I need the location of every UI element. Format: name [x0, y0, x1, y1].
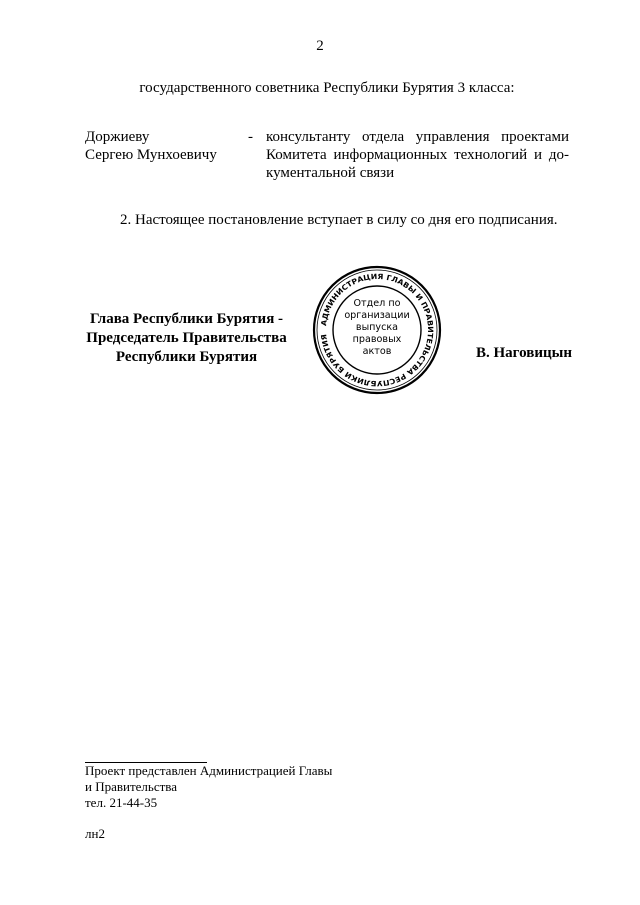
stamp-center-line: правовых — [352, 334, 402, 345]
footnote-line: Проект представлен Администрацией Главы — [85, 763, 333, 778]
position-line-1 — [266, 128, 569, 146]
position-word: управления — [415, 129, 490, 145]
page-number: 2 — [316, 38, 324, 54]
official-stamp — [311, 264, 443, 396]
signatory-title-line: Республики Бурятия — [115, 349, 258, 365]
appointee-given-names: Сергею Мунхоевичу — [85, 147, 217, 163]
position-word: технологий — [454, 147, 528, 163]
position-word: Комитета — [266, 147, 327, 163]
stamp-center-line: выпуска — [355, 322, 399, 333]
position-word: информационных — [333, 147, 448, 163]
signatory-title — [84, 310, 289, 367]
signatory-name: В. Наговицын — [476, 345, 572, 361]
signatory-title-line: Председатель Правительства — [86, 330, 287, 346]
position-line-2 — [266, 146, 569, 164]
position-word: проектами — [501, 129, 569, 145]
footnote-line: и Правительства — [85, 779, 178, 794]
signatory-title-line: Глава Республики Бурятия - — [89, 311, 284, 327]
position-word: консультанту — [266, 129, 351, 145]
stamp-center-line: организации — [344, 310, 410, 321]
clause-2: 2. Настоящее постановление вступает в силу со дня его подписания. — [120, 212, 558, 228]
document-code: лн2 — [85, 826, 105, 841]
footnote-phone: тел. 21-44-35 — [85, 795, 158, 810]
appointee-surname: Доржиеву — [85, 129, 150, 145]
stamp-center-line: актов — [362, 346, 392, 357]
appointee-dash: - — [248, 129, 253, 145]
rank-line: государственного советника Республики Бурятия 3 класса: — [139, 80, 515, 96]
position-word: и — [533, 147, 543, 163]
footnote — [85, 763, 405, 811]
stamp-ring-text: АДМИНИСТРАЦИЯ ГЛАВЫ И ПРАВИТЕЛЬСТВА РЕСПУБЛИКИ БУРЯТИЯ — [319, 271, 436, 389]
position-word: отдела — [362, 129, 405, 145]
position-word: до- — [548, 147, 569, 163]
stamp-center-line: Отдел по — [353, 298, 401, 309]
position-line-3: кументальной связи — [266, 165, 395, 181]
appointee-name — [85, 128, 245, 164]
appointee-position — [266, 128, 569, 182]
